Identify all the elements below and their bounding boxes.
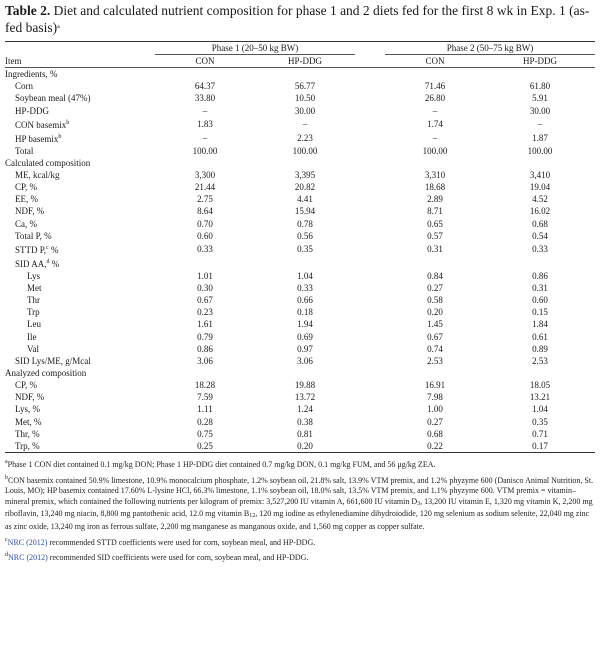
- value-p1-hpddg: 1.24: [297, 404, 313, 415]
- table-row: [5, 242, 595, 256]
- value-p2-con: 3,310: [424, 170, 446, 181]
- value-p2-hpddg: 100.00: [527, 145, 553, 156]
- column-gap: [355, 416, 385, 428]
- section-header-row: [5, 68, 595, 81]
- table-row: [5, 403, 595, 415]
- section-header-row: [5, 157, 595, 169]
- value-p1-hpddg: 1.94: [297, 319, 313, 330]
- value-p1-hpddg: 0.81: [297, 428, 313, 439]
- value-p1-con: 1.61: [197, 319, 213, 330]
- value-p2-con: 2.89: [427, 194, 443, 205]
- value-p1-con: 1.83: [197, 118, 213, 129]
- section-label: Ingredients, %: [5, 69, 58, 80]
- table-row: [5, 440, 595, 453]
- value-p2-con: 0.68: [427, 428, 443, 439]
- column-gap: [355, 318, 385, 330]
- value-p1-con: 2.75: [197, 194, 213, 205]
- row-label: Total P, %: [15, 230, 52, 241]
- value-p2-hpddg: 16.02: [529, 206, 551, 217]
- citation-link[interactable]: NRC (2012): [7, 537, 48, 547]
- value-p2-con: 0.84: [427, 270, 443, 281]
- phase1-header: Phase 1 (20–50 kg BW): [155, 42, 355, 55]
- column-gap: [355, 193, 385, 205]
- value-p2-con: 16.91: [424, 380, 446, 391]
- table-row: [5, 181, 595, 193]
- value-p1-hpddg: 3,395: [294, 170, 316, 181]
- value-p1-hpddg: 15.94: [294, 206, 316, 217]
- value-p1-con: 1.11: [197, 404, 213, 415]
- value-p2-con: 1.00: [427, 404, 443, 415]
- column-gap: [355, 80, 385, 92]
- value-p2-hpddg: 4.52: [532, 194, 548, 205]
- value-p2-con: 100.00: [422, 145, 448, 156]
- value-p1-con: [155, 256, 255, 270]
- table-row: [5, 391, 595, 403]
- value-p2-con: 0.20: [427, 307, 443, 318]
- column-gap: [355, 270, 385, 282]
- value-p2-con: 0.65: [427, 218, 443, 229]
- column-gap: [355, 379, 385, 391]
- footnote-marker: a: [57, 24, 60, 30]
- value-p2-con: 0.74: [427, 343, 443, 354]
- value-p2-hpddg: 2.53: [532, 355, 548, 366]
- value-p2-con: 0.27: [427, 416, 443, 427]
- value-p2-hpddg: 0.54: [532, 230, 548, 241]
- value-p1-hpddg: 0.38: [297, 416, 313, 427]
- row-label: SID Lys/ME, g/Mcal: [15, 355, 91, 366]
- value-p1-hpddg: 13.72: [294, 392, 316, 403]
- value-p1-con: 64.37: [194, 81, 216, 92]
- table-row: [5, 92, 595, 104]
- value-p1-con: 100.00: [192, 145, 218, 156]
- column-gap: [355, 131, 385, 145]
- table-row: [5, 282, 595, 294]
- table-container: [5, 2, 595, 564]
- column-gap: [355, 440, 385, 453]
- table-row: [5, 230, 595, 242]
- table-caption: Diet and calculated nutrient composition for phase 1 and 2 diets fed for the first 8 wk in Exp. 1 (as-fed basis): [5, 3, 590, 35]
- row-label: SID AA,$^d$ %: [15, 258, 60, 269]
- table-row: [5, 318, 595, 330]
- value-p1-hpddg: 56.77: [294, 81, 316, 92]
- value-p2-hpddg: 30.00: [529, 105, 551, 116]
- column-gap: [355, 145, 385, 157]
- value-p2-con: 0.31: [427, 243, 443, 254]
- column-gap: [355, 230, 385, 242]
- value-p2-hpddg: 3,410: [529, 170, 551, 181]
- value-p1-con: 3,300: [194, 170, 216, 181]
- value-p2-hpddg: 0.71: [532, 428, 548, 439]
- value-p1-hpddg: 0.97: [297, 343, 313, 354]
- column-gap: [355, 306, 385, 318]
- value-p1-hpddg: –: [302, 118, 308, 129]
- value-p1-hpddg: 30.00: [294, 105, 316, 116]
- value-p2-hpddg: 0.61: [532, 331, 548, 342]
- row-label: Lys: [27, 270, 41, 281]
- value-p2-hpddg: 0.35: [532, 416, 548, 427]
- table-row: [5, 416, 595, 428]
- value-p1-hpddg: 0.33: [297, 283, 313, 294]
- column-gap: [355, 355, 385, 367]
- value-p2-hpddg: 61.80: [529, 81, 551, 92]
- value-p1-con: 33.80: [194, 93, 216, 104]
- row-label: STTD P,$^c$ %: [15, 244, 59, 255]
- value-p1-hpddg: [255, 256, 355, 270]
- row-label: Soybean meal (47%): [15, 93, 91, 104]
- column-gap: [355, 242, 385, 256]
- table-row: [5, 169, 595, 181]
- value-p1-con: 21.44: [194, 182, 216, 193]
- row-label: Ile: [27, 331, 37, 342]
- value-p2-con: 0.27: [427, 283, 443, 294]
- section-label: Calculated composition: [5, 157, 91, 168]
- value-p2-hpddg: 0.86: [532, 270, 548, 281]
- value-p2-hpddg: 0.33: [532, 243, 548, 254]
- row-label: Met: [27, 283, 42, 294]
- value-p1-con: 0.33: [197, 243, 213, 254]
- value-p1-con: 18.28: [194, 380, 216, 391]
- row-label: Val: [27, 343, 39, 354]
- row-label: Met, %: [15, 416, 42, 427]
- row-label: ME, kcal/kg: [15, 170, 60, 181]
- row-label: HP basemix$^b$: [15, 133, 62, 144]
- value-p2-hpddg: 0.89: [532, 343, 548, 354]
- value-p2-con: 18.68: [424, 182, 446, 193]
- value-p2-hpddg: 0.17: [485, 440, 595, 453]
- table-row: [5, 355, 595, 367]
- value-p2-con: [385, 256, 485, 270]
- value-p1-con: 7.59: [197, 392, 213, 403]
- section-header-row: [5, 367, 595, 379]
- table-number: Table 2.: [5, 3, 51, 18]
- value-p1-con: 0.60: [197, 230, 213, 241]
- value-p1-con: 0.86: [197, 343, 213, 354]
- value-p1-hpddg: 0.56: [297, 230, 313, 241]
- value-p1-hpddg: 0.35: [297, 243, 313, 254]
- value-p2-con: 2.53: [427, 355, 443, 366]
- value-p2-hpddg: 5.91: [532, 93, 548, 104]
- value-p1-con: 8.64: [197, 206, 213, 217]
- table-title: [5, 2, 595, 36]
- phase2-header: Phase 2 (50–75 kg BW): [385, 42, 595, 55]
- table-row: [5, 145, 595, 157]
- value-p1-con: 0.70: [197, 218, 213, 229]
- column-gap: [355, 181, 385, 193]
- value-p1-con: 3.06: [197, 355, 213, 366]
- row-label: Trp, %: [5, 440, 155, 453]
- table-row: [5, 294, 595, 306]
- table-row: [5, 131, 595, 145]
- col-header-hpddg: HP-DDG: [485, 55, 595, 68]
- table-row: [5, 379, 595, 391]
- column-gap: [355, 391, 385, 403]
- row-label: Corn: [15, 81, 33, 92]
- value-p1-con: 0.79: [197, 331, 213, 342]
- column-gap: [355, 218, 385, 230]
- value-p1-con: –: [202, 105, 208, 116]
- table-row: [5, 80, 595, 92]
- column-gap: [355, 331, 385, 343]
- table-row: [5, 117, 595, 131]
- col-header-con: CON: [155, 55, 255, 68]
- phase-header-row: [5, 42, 595, 56]
- value-p2-con: 0.57: [427, 230, 443, 241]
- value-p2-hpddg: –: [537, 118, 543, 129]
- value-p2-hpddg: 1.87: [532, 132, 548, 143]
- value-p1-hpddg: 3.06: [297, 355, 313, 366]
- value-p2-hpddg: 0.15: [532, 307, 548, 318]
- table-row: [5, 205, 595, 217]
- footnote-d: $^d$NRC (2012) recommended SID coefficients were used for corn, soybean meal, and HP-DDG.: [5, 552, 309, 563]
- row-label: Total: [15, 145, 34, 156]
- row-label: Ca, %: [15, 218, 37, 229]
- value-p2-con: 0.58: [427, 295, 443, 306]
- value-p2-hpddg: 18.05: [529, 380, 551, 391]
- table-row: [5, 428, 595, 440]
- column-gap: [355, 256, 385, 270]
- table-row: [5, 306, 595, 318]
- value-p1-hpddg: 19.88: [294, 380, 316, 391]
- row-label: NDF, %: [15, 206, 45, 217]
- value-p2-hpddg: 19.04: [529, 182, 551, 193]
- table-row: [5, 105, 595, 117]
- row-label: CP, %: [15, 380, 38, 391]
- value-p1-hpddg: 0.69: [297, 331, 313, 342]
- value-p2-hpddg: 13.21: [529, 392, 551, 403]
- column-gap: [355, 282, 385, 294]
- col-header-con: CON: [385, 55, 485, 68]
- value-p1-con: 0.25: [155, 440, 255, 453]
- column-gap: [355, 105, 385, 117]
- column-gap: [355, 92, 385, 104]
- value-p1-hpddg: 0.66: [297, 295, 313, 306]
- row-label: EE, %: [15, 194, 38, 205]
- footnote-c: $^c$NRC (2012) recommended STTD coefficients were used for corn, soybean meal, and HP-DDG.: [5, 536, 316, 547]
- value-p1-hpddg: 1.04: [297, 270, 313, 281]
- value-p2-con: 7.98: [427, 392, 443, 403]
- table-row: [5, 193, 595, 205]
- row-label: Lys, %: [15, 404, 41, 415]
- nutrient-table: [5, 41, 595, 453]
- value-p2-hpddg: 0.60: [532, 295, 548, 306]
- value-p2-con: 0.22: [385, 440, 485, 453]
- value-p2-con: 26.80: [424, 93, 446, 104]
- row-label: HP-DDG: [15, 105, 50, 116]
- row-label: Trp: [27, 307, 40, 318]
- table-row: [5, 331, 595, 343]
- value-p1-con: 1.01: [197, 270, 213, 281]
- value-p1-hpddg: 0.18: [297, 307, 313, 318]
- value-p1-con: 0.23: [197, 307, 213, 318]
- column-gap: [355, 428, 385, 440]
- value-p2-con: 1.45: [427, 319, 443, 330]
- column-gap: [355, 343, 385, 355]
- footnotes: [5, 457, 595, 564]
- table-row: [5, 343, 595, 355]
- value-p1-con: 0.28: [197, 416, 213, 427]
- column-gap: [355, 169, 385, 181]
- value-p2-hpddg: 0.68: [532, 218, 548, 229]
- row-label: CP, %: [15, 182, 38, 193]
- value-p2-con: 71.46: [424, 81, 446, 92]
- table-row: [5, 270, 595, 282]
- section-label: Analyzed composition: [5, 368, 87, 379]
- value-p2-hpddg: 1.04: [532, 404, 548, 415]
- row-label: Thr: [27, 295, 40, 306]
- item-header: Item: [5, 55, 155, 68]
- value-p2-con: –: [432, 132, 438, 143]
- column-header-row: [5, 55, 595, 68]
- value-p1-con: 0.30: [197, 283, 213, 294]
- table-row: [5, 218, 595, 230]
- value-p1-con: 0.67: [197, 295, 213, 306]
- value-p1-con: –: [202, 132, 208, 143]
- row-label: Leu: [27, 319, 41, 330]
- row-label: NDF, %: [15, 392, 45, 403]
- citation-link[interactable]: NRC (2012): [8, 553, 48, 563]
- column-gap: [355, 403, 385, 415]
- column-gap: [355, 117, 385, 131]
- value-p2-con: 0.67: [427, 331, 443, 342]
- value-p2-hpddg: 1.84: [532, 319, 548, 330]
- value-p1-hpddg: 0.20: [255, 440, 355, 453]
- column-gap: [355, 205, 385, 217]
- value-p2-hpddg: [485, 256, 595, 270]
- value-p2-con: 1.74: [427, 118, 443, 129]
- value-p2-con: 8.71: [427, 206, 443, 217]
- footnote-a: $^a$Phase 1 CON diet contained 0.1 mg/kg DON; Phase 1 HP-DDG diet contained 0.7 mg/kg DON, 0.1 mg/kg FUM, and 56 μg/kg ZEA.: [5, 458, 436, 469]
- footnote-b: $^b$CON basemix contained 50.9% limestone, 10.9% monocalcium phosphate, 1.2% soybean oil, 21.8% salt, 13.9% VTM premix, and 1.2% phyzyme 600 (Danisco Animal Nutrition, St. Louis, MO); HP basemix contained 17.60% L-lysine HCl, 66.3% limestone, 1.1% soybean oil, 18.0% salt, 13.5% VTM premix, and 1.1% phyzyme 600. VTM premix = vitamin–mineral premix, which contained the following nutrients per kilogram of premix: 3,527,200 IU vitamin A, 661,600 IU vitamin $D_3$, 13,200 IU vitamin E, 1,320 mg vitamin K, 2,200 mg riboflavin, 13,240 mg niacin, 8,800 mg pantothenic acid, 12.0 mg vitamin $B_{12}$, 120 mg iodine as ethylenediamine dihydroiodide, 120 mg selenium as sodium selenite, 22,040 mg zinc as zinc oxide, 13,240 mg iron as ferrous sulfate, 2,200 mg manganese as manganous oxide, and 1,560 mg copper as copper sulfate.: [5, 474, 594, 531]
- value-p2-hpddg: 0.31: [532, 283, 548, 294]
- row-label: Thr, %: [15, 428, 40, 439]
- column-gap: [355, 294, 385, 306]
- value-p1-hpddg: 20.82: [294, 182, 316, 193]
- value-p1-hpddg: 0.78: [297, 218, 313, 229]
- value-p1-hpddg: 4.41: [297, 194, 313, 205]
- value-p1-hpddg: 100.00: [292, 145, 318, 156]
- value-p1-hpddg: 2.23: [297, 132, 313, 143]
- value-p1-con: 0.75: [197, 428, 213, 439]
- row-label: CON basemix$^b$: [15, 119, 70, 130]
- value-p1-hpddg: 10.50: [294, 93, 316, 104]
- value-p2-con: –: [432, 105, 438, 116]
- table-row: [5, 256, 595, 270]
- col-header-hpddg: HP-DDG: [255, 55, 355, 68]
